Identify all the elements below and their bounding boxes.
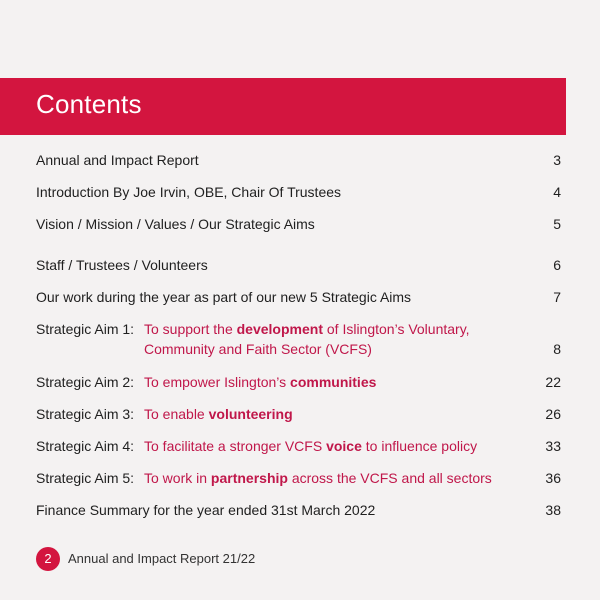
aim-description [144,406,293,422]
toc-entry-page: 36 [545,470,561,486]
aim-label: Strategic Aim 4: [36,438,135,454]
aim-highlight: communities [290,374,377,390]
toc-entry-page: 22 [545,374,561,390]
toc-entry-label: Staff / Trustees / Volunteers [36,257,208,273]
toc-entry-page: 3 [553,152,561,168]
toc-entry-page: 6 [553,257,561,273]
toc-entry-strategic-aim-3[interactable] [36,404,561,424]
aim-highlight: volunteering [208,406,293,422]
toc-entry-strategic-aim-4[interactable] [36,436,561,456]
aim-text-post: of Islington’s Voluntary, Community and Faith Sector (VCFS) [144,321,470,357]
toc-entry-strategic-aim-1[interactable] [36,319,561,359]
aim-description [144,438,477,454]
toc-entry-strategic-aim-5[interactable] [36,468,561,488]
aim-label: Strategic Aim 1: [36,321,135,337]
aim-label: Strategic Aim 5: [36,470,135,486]
toc-entry-label: Our work during the year as part of our new 5 Strategic Aims [36,289,412,305]
page-number-badge: 2 [36,547,60,571]
toc-entry-finance-summary[interactable] [36,500,561,520]
aim-text-post: to influence policy [361,438,478,454]
aim-description [144,374,376,390]
toc-entry-page: 4 [553,184,561,200]
aim-description [144,470,492,486]
toc-entry[interactable] [36,287,561,307]
toc-entry-page: 5 [553,216,561,232]
toc-entry-strategic-aim-2[interactable] [36,372,561,392]
toc-entry-page: 33 [545,438,561,454]
contents-banner [0,78,566,135]
toc-entry-label: Vision / Mission / Values / Our Strategic Aims [36,216,315,232]
toc-entry[interactable] [36,182,561,202]
aim-highlight: voice [326,438,362,454]
aim-label: Strategic Aim 2: [36,374,135,390]
aim-description [144,319,504,359]
toc-entry-page: 38 [545,502,561,518]
toc-entry[interactable] [36,255,561,275]
toc-entry[interactable] [36,150,561,170]
page-title: Contents [36,89,142,119]
toc-entry-page: 7 [553,289,561,305]
aim-text-pre: To facilitate a stronger VCFS [144,438,327,454]
toc-entry-label: Introduction By Joe Irvin, OBE, Chair Of Trustees [36,184,342,200]
aim-label: Strategic Aim 3: [36,406,135,422]
aim-highlight: development [236,321,323,337]
toc-entry-label: Annual and Impact Report [36,152,199,168]
toc-entry-page: 8 [553,341,561,357]
footer-report-title: Annual and Impact Report 21/22 [68,551,256,566]
aim-text-post: across the VCFS and all sectors [287,470,492,486]
toc-entry-label: Finance Summary for the year ended 31st March 2022 [36,502,376,518]
aim-text-pre: To support the [144,321,237,337]
aim-text-pre: To empower Islington’s [144,374,291,390]
toc-entry[interactable] [36,214,561,234]
toc-entry-page: 26 [545,406,561,422]
aim-text-pre: To work in [144,470,211,486]
aim-highlight: partnership [210,470,288,486]
aim-text-pre: To enable [144,406,209,422]
